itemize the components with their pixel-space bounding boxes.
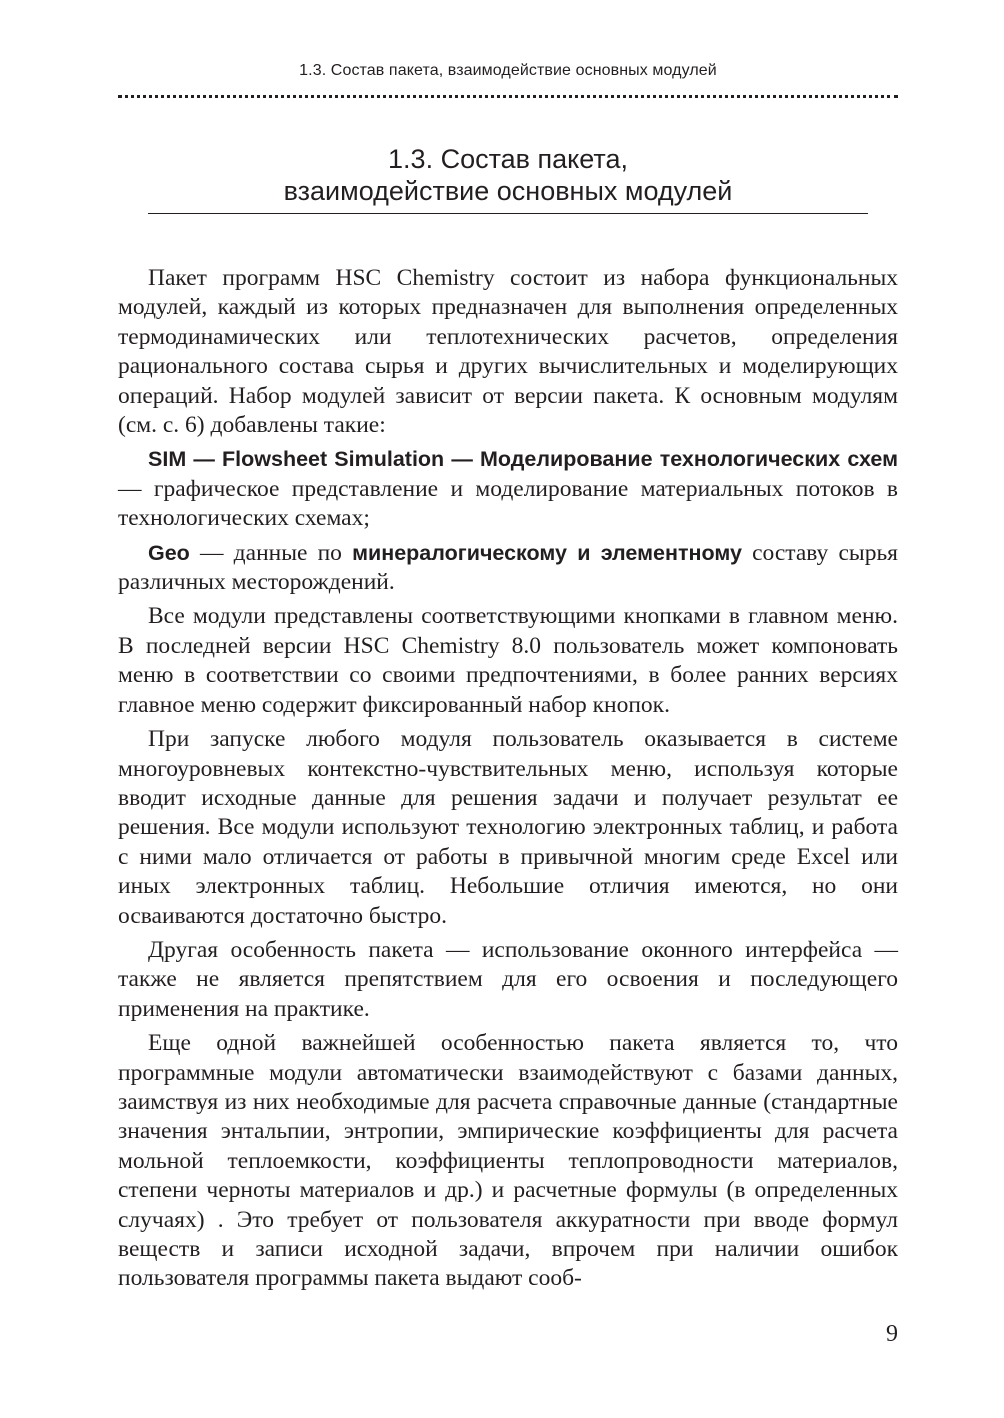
section-title-line1: 1.3. Состав пакета,	[388, 144, 628, 174]
paragraph-launch: При запуске любого модуля пользователь оказывается в системе многоуровневых контекстно-чувствительных меню, используя которые вводит исходные данные для решения задачи и получает результат ее решения. Все модули используют технологию электронных таблиц, и работа с ними мало отличается от работы в привычной многим среде Excel или иных электронных таблиц. Небольшие отличия имеются, но они осваиваются достаточно быстро.	[118, 726, 898, 929]
paragraph-menu: Все модули представлены соответствующими кнопками в главном меню. В последней версии HSC Chemistry 8.0 пользователь может компоновать меню в соответствии со своими предпочтениями, в более ранних версиях главное меню содержит фиксированный набор кнопок.	[118, 603, 898, 718]
sim-term: SIM — Flowsheet Simulation — Моделирование технологических схем	[148, 447, 898, 472]
header-dotted-rule	[118, 95, 898, 98]
geo-term: Geo	[148, 540, 190, 565]
geo-description-end: составу сырья различных месторождений.	[118, 539, 898, 596]
paragraph-geo	[118, 539, 898, 598]
section-title	[148, 143, 868, 207]
paragraph-sim	[118, 445, 898, 533]
body-text	[118, 264, 898, 1299]
paragraph-intro: Пакет программ HSC Chemistry состоит из набора функциональных модулей, каждый из которых предназначен для выполнения определенных термодинамических или теплотехнических расчетов, определения рационального состава сырья и других вычислительных и моделирующих операций. Набор модулей зависит от версии пакета. К основным модулям (см. с. 6) добавлены такие:	[118, 265, 898, 439]
page-number: 9	[886, 1321, 898, 1347]
sim-description: — графическое представление и моделирование материальных потоков в технологических схемах;	[118, 475, 898, 532]
section-title-line2: взаимодействие основных модулей	[283, 176, 733, 206]
geo-description-start: — данные по	[189, 539, 353, 566]
paragraph-interface: Другая особенность пакета — использование оконного интерфейса — также не является препятствием для его освоения и последующего применения на практике.	[118, 936, 898, 1022]
title-underline	[148, 213, 868, 214]
running-head: 1.3. Состав пакета, взаимодействие основных модулей	[299, 62, 717, 79]
paragraph-databases: Еще одной важнейшей особенностью пакета является то, что программные модули автоматически взаимодействуют с базами данных, заимствуя из них необходимые для расчета справочные данные (стандартные значения энтальпии, энтропии, эмпирические коэффициенты для расчета мольной теплоемкости, коэффициенты теплопроводности материалов, степени черноты материалов и др.) и расчетные формулы (в определенных случаях) . Это требует от пользователя аккуратности при вводе формул веществ и записи исходной задачи, впрочем при наличии ошибок пользователя программы пакета выдают сооб-	[118, 1030, 898, 1292]
geo-emphasis: минералогическому и элементному	[352, 540, 742, 565]
